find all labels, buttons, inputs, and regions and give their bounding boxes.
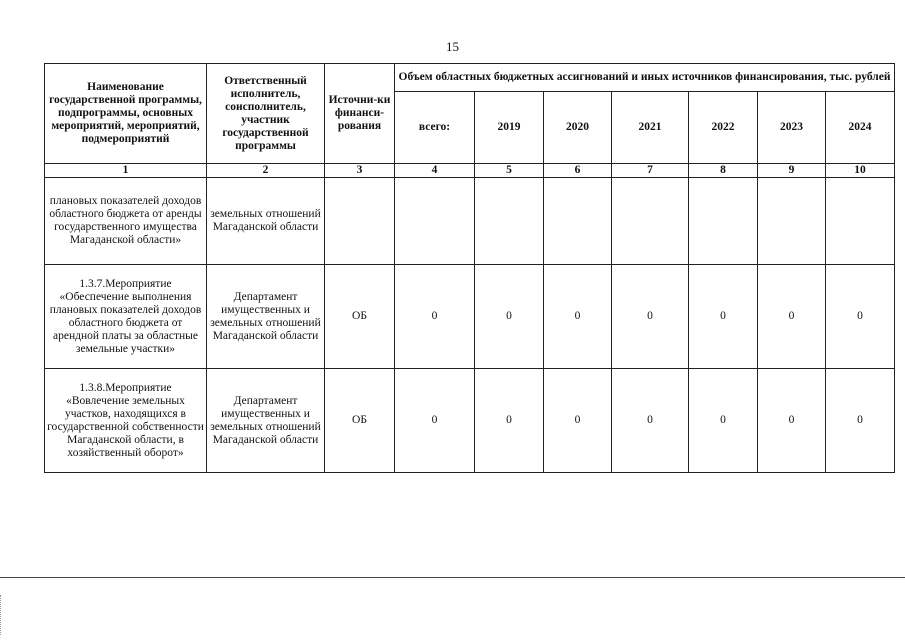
row-total: 0 [395, 265, 475, 369]
row-year-value [826, 178, 895, 265]
row-year-value: 0 [826, 369, 895, 473]
row-year-value: 0 [544, 265, 612, 369]
row-year-value [544, 178, 612, 265]
column-number: 8 [689, 164, 758, 178]
budget-table [44, 63, 895, 473]
header-year: 2019 [475, 92, 544, 164]
column-number: 9 [758, 164, 826, 178]
row-year-value [612, 178, 689, 265]
row-year-value: 0 [475, 265, 544, 369]
row-source: ОБ [325, 265, 395, 369]
row-source: ОБ [325, 369, 395, 473]
column-number: 6 [544, 164, 612, 178]
header-year: 2023 [758, 92, 826, 164]
table-row [45, 178, 895, 265]
row-year-value: 0 [612, 265, 689, 369]
header-year: 2020 [544, 92, 612, 164]
row-year-value [475, 178, 544, 265]
table-row [45, 265, 895, 369]
header-funding-sources: Источни-ки финанси-рования [325, 64, 395, 164]
column-number: 1 [45, 164, 207, 178]
row-year-value: 0 [689, 265, 758, 369]
column-number: 10 [826, 164, 895, 178]
header-total: всего: [395, 92, 475, 164]
row-total [395, 178, 475, 265]
table-row [45, 369, 895, 473]
column-number: 2 [207, 164, 325, 178]
column-number: 5 [475, 164, 544, 178]
row-year-value: 0 [826, 265, 895, 369]
scan-edge-line [0, 577, 905, 578]
row-year-value: 0 [544, 369, 612, 473]
row-year-value [758, 178, 826, 265]
row-year-value: 0 [475, 369, 544, 473]
row-program-name: 1.3.7.Мероприятие «Обеспечение выполнения плановых показателей доходов областного бюджета от арендной платы за областные земельные участки» [45, 265, 207, 369]
row-program-name: 1.3.8.Мероприятие «Вовлечение земельных участков, находящихся в государственной собственности Магаданской области, в хозяйственный оборот» [45, 369, 207, 473]
header-program-name: Наименование государственной программы, подпрограммы, основных мероприятий, мероприятий, подмероприятий [45, 64, 207, 164]
header-responsible: Ответственный исполнитель, соисполнитель, участник государственной программы [207, 64, 325, 164]
row-year-value: 0 [758, 265, 826, 369]
row-program-name: плановых показателей доходов областного бюджета от аренды государственного имущества Магаданской области» [45, 178, 207, 265]
scan-margin-mark [0, 595, 3, 635]
header-year: 2021 [612, 92, 689, 164]
column-number-row [45, 164, 895, 178]
row-total: 0 [395, 369, 475, 473]
row-year-value: 0 [612, 369, 689, 473]
column-number: 7 [612, 164, 689, 178]
row-year-value: 0 [758, 369, 826, 473]
row-source [325, 178, 395, 265]
row-responsible: Департамент имущественных и земельных отношений Магаданской области [207, 265, 325, 369]
row-year-value [689, 178, 758, 265]
row-responsible: Департамент имущественных и земельных отношений Магаданской области [207, 369, 325, 473]
header-funding-volume: Объем областных бюджетных ассигнований и иных источников финансирования, тыс. рублей [395, 64, 895, 92]
header-year: 2022 [689, 92, 758, 164]
column-number: 4 [395, 164, 475, 178]
row-responsible: земельных отношений Магаданской области [207, 178, 325, 265]
column-number: 3 [325, 164, 395, 178]
page-number: 15 [446, 39, 459, 54]
row-year-value: 0 [689, 369, 758, 473]
header-year: 2024 [826, 92, 895, 164]
